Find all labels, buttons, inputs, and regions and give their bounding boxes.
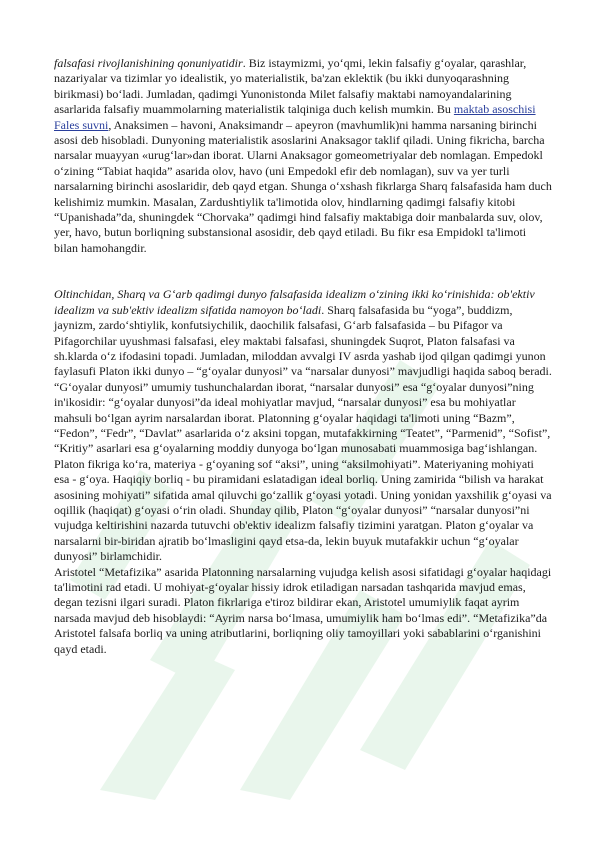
fales-link[interactable]: maktab asoschisi Fales suvni bbox=[54, 102, 536, 132]
paragraph-text-continued: , Anaksimen – havoni, Anaksimandr – apeyron (mavhumlik)ni hamma narsaning birinchi asosi deb hisobladi. Dunyoning materialistik asoslarini Anaksagor taklif qiladi. Uning fikricha, barcha narsalar muayyan «urug‘lar»dan iborat. Ularni Anaksagor gomeometriyalar deb nomlagan. Empedokl o‘zining “Tabiat haqida” asarida olov, havo (uni Empedokl efir deb nomlagan), suv va yer turli narsalarning birinchi asoslaridir, deb qayd etgan. Shunga o‘xshash fikrlarga Sharq falsafasida ham duch kelishimiz mumkin. Masalan, Zardushtiylik ta'limotida olov, hindlarning qadimgi falsafiy kitobi “Upanishada”da, shuningdek “Chorvaka” qadimgi hind falsafiy maktabiga doir manbalarda suv, olov, yer, havo, butun borliqning substansional asosidir, deb qayd etiladi. Bu fikr esa Empidokl ta'limoti bilan hamohangdir. bbox=[54, 117, 552, 255]
paragraph-aristotle: Aristotel “Metafizika” asarida Platonning narsalarning vujudga kelish asosi sifatidagi g‘oyalar haqidagi ta'limotini rad etadi. U mohiyat-g‘oyalar hissiy idrok etiladigan narsadan tashqarida mavjud emas, degan tezisni ilgari suradi. Platon fikrlariga e'tiroz bildirar ekan, Aristotel umumiylik faqat ayrim narsada mavjud deb hisoblaydi: “Ayrim narsa bo‘lmasa, umumiylik ham bo‘lmas edi”. “Metafizika”da Aristotel falsafa borliq va uning atributlarini, borliqning oliy tamoyillari yoki sabablarini o‘rganishini qayd etadi. bbox=[54, 564, 552, 656]
paragraph-lead-italic: falsafasi rivojlanishining qonuniyatidir bbox=[54, 56, 243, 70]
paragraph-text: . Biz istaymizmi, yo‘qmi, lekin falsafiy g‘oyalar, qarashlar, nazariyalar va tizimlar yo idealistik, yo materialistik, ba'zan eklektik (bu ikki dunyoqarashning birikmasi) bo‘ladi. Jumladan, qadimgi Yunonistonda Milet falsafiy maktabi namoyandalarining asarlarida falsafiy muammolarning materialistik talqiniga duch kelish mumkin. Bu bbox=[54, 56, 527, 117]
paragraph-lead-italic: Oltinchidan, Sharq va G‘arb qadimgi dunyo falsafasida idealizm o‘zining ikki ko‘rinishida: ob'ektiv idealizm va sub'ektiv idealizm sifatida namoyon bo‘ladi bbox=[54, 287, 535, 317]
document-body bbox=[54, 56, 552, 657]
paragraph-spacer bbox=[54, 256, 552, 287]
paragraph-idealism bbox=[54, 287, 552, 564]
paragraph-materialism bbox=[54, 56, 552, 256]
paragraph-text: . Sharq falsafasida bu “yoga”, buddizm, jaynizm, zardo‘shtiylik, konfutsiychilik, daochilik falsafasi, G‘arb falsafasida – bu Pifagor va Pifagorchilar uyushmasi falsafasi, eley maktabi falsafasi, shuningdek Suqrot, Platon falsafasi va sh.klarda o‘z ifodasini topadi. Jumladan, miloddan avvalgi IV asrda yashab ijod qilgan qadimgi yunon faylasufi Platon ikki dunyo – “g‘oyalar dunyosi” va “narsalar dunyosi” mavjudligi haqida saboq beradi. “G‘oyalar dunyosi” umumiy tushunchalardan iborat, “narsalar dunyosi” esa “g‘oyalar dunyosi”ning in'ikosidir: “g‘oyalar dunyosi”da ideal mohiyatlar mavjud, “narsalar dunyosi” esa bu mohiyatlar mahsuli bo‘lgan ayrim narsalardan iborat. Platonning g‘oyalar haqidagi ta'limoti uning “Bazm”, “Fedon”, “Fedr”, “Davlat” asarlarida o‘z aksini topgan, mutafakkirning “Teatet”, “Parmenid”, “Sofist”, “Kritiy” asarlari esa g‘oyalarning moddiy dunyoga bo‘lgan munosabati muammosiga bag‘ishlangan. Platon fikriga ko‘ra, materiya - g‘oyaning sof “aksi”, uning “aksilmohiyati”. Materiyaning mohiyati esa - g‘oya. Haqiqiy borliq - bu piramidani eslatadigan ideal borliq. Uning zamirida “bilish va harakat asosining mohiyati” sifatida amal qiluvchi go‘zallik g‘oyasi yotadi. Uning yonidan yaxshilik g‘oyasi va oqillik (haqiqat) g‘oyasi o‘rin oladi. Shunday qilib, Platon “g‘oyalar dunyosi” “narsalar dunyosi”ni vujudga keltirishini nazarda tutuvchi ob'ektiv idealizm falsafiy tizimini yaratgan. Platon g‘oyalar va narsalarni bir-biridan ajratib bo‘lmasligini qayd etsa-da, lekin buyuk mutafakkir uchun “g‘oyalar dunyosi” birlamchidir. bbox=[54, 302, 552, 564]
